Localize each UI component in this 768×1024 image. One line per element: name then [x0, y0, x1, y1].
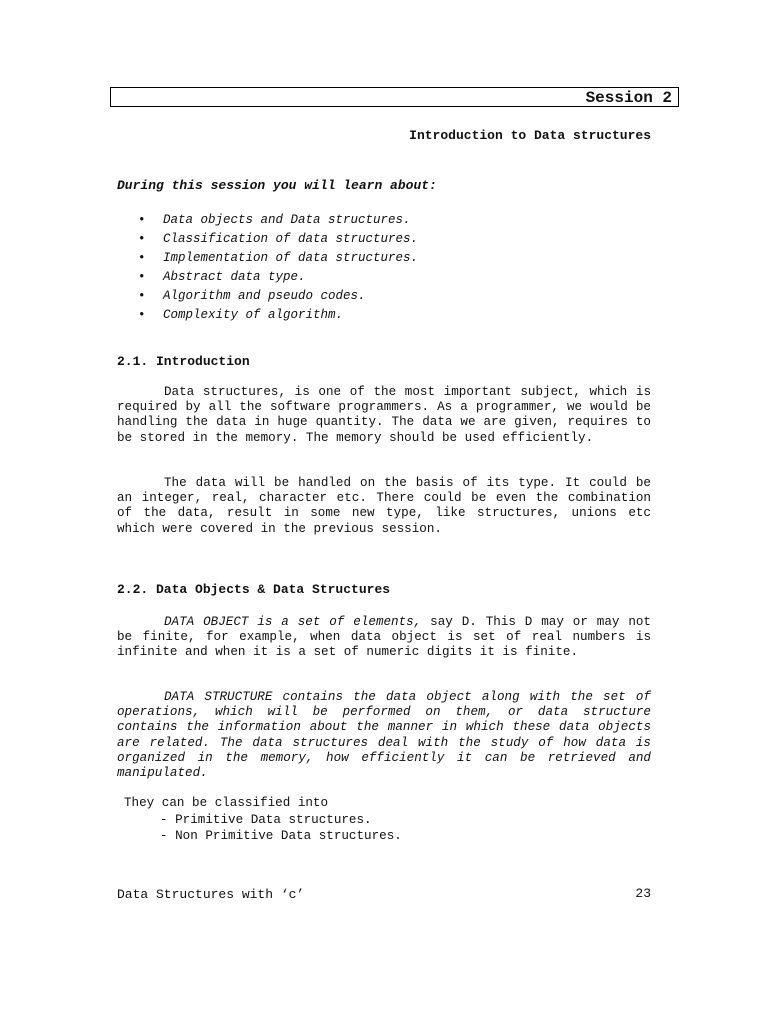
data-object-definition: DATA OBJECT is a set of elements, — [164, 615, 422, 629]
classification-list — [160, 812, 402, 844]
footer-book-title: Data Structures with ‘c’ — [117, 887, 305, 902]
list-item — [138, 232, 418, 251]
list-item-text: Abstract data type. — [163, 270, 306, 284]
list-item — [138, 270, 418, 289]
data-object-explanation: say D. This D may or may not be finite, for example, when data object is set of real numbers is infinite and when it is a set of numeric digits it is finite. — [117, 615, 651, 660]
introduction-paragraph-1: Data structures, is one of the most important subject, which is required by all the software programmers. As a programmer, we would be handling the data in huge quantity. The data we are given, requires to be stored in the memory. The memory should be used efficiently. — [117, 385, 651, 445]
list-item-text: Complexity of algorithm. — [163, 308, 344, 322]
list-item-text: Algorithm and pseudo codes. — [163, 289, 366, 303]
bullet-icon: • — [138, 232, 146, 246]
section-heading-data-objects: 2.2. Data Objects & Data Structures — [117, 582, 391, 597]
chapter-title: Introduction to Data structures — [409, 128, 651, 143]
bullet-icon: • — [138, 270, 146, 284]
list-item-text: Implementation of data structures. — [163, 251, 419, 265]
session-header-box — [110, 87, 679, 107]
list-item — [138, 213, 418, 232]
introduction-paragraph-2: The data will be handled on the basis of its type. It could be an integer, real, character etc. There could be even the combination of the data, result in some new type, like structures, unions etc which were covered in the previous session. — [117, 476, 651, 536]
list-item: - Non Primitive Data structures. — [160, 829, 402, 843]
bullet-icon: • — [138, 251, 146, 265]
list-item-text: Data objects and Data structures. — [163, 213, 411, 227]
data-object-paragraph — [117, 615, 651, 661]
list-item: - Primitive Data structures. — [160, 813, 372, 827]
learning-objectives-heading: During this session you will learn about: — [117, 178, 437, 193]
data-structure-paragraph: DATA STRUCTURE contains the data object along with the set of operations, which will be performed on them, or data structure contains the information about the manner in which these data objects are related. The data structures deal with the study of how data is organized in the memory, how efficiently it can be retrieved and manipulated. — [117, 690, 651, 781]
session-title: Session 2 — [585, 89, 672, 107]
list-item — [138, 289, 418, 308]
list-item-text: Classification of data structures. — [163, 232, 419, 246]
footer-page-number: 23 — [635, 886, 651, 901]
list-item — [138, 308, 418, 327]
bullet-icon: • — [138, 308, 146, 322]
classification-intro: They can be classified into — [124, 796, 329, 810]
bullet-icon: • — [138, 289, 146, 303]
section-heading-introduction: 2.1. Introduction — [117, 354, 250, 369]
list-item — [138, 251, 418, 270]
bullet-icon: • — [138, 213, 146, 227]
learning-objectives-list — [138, 213, 418, 327]
